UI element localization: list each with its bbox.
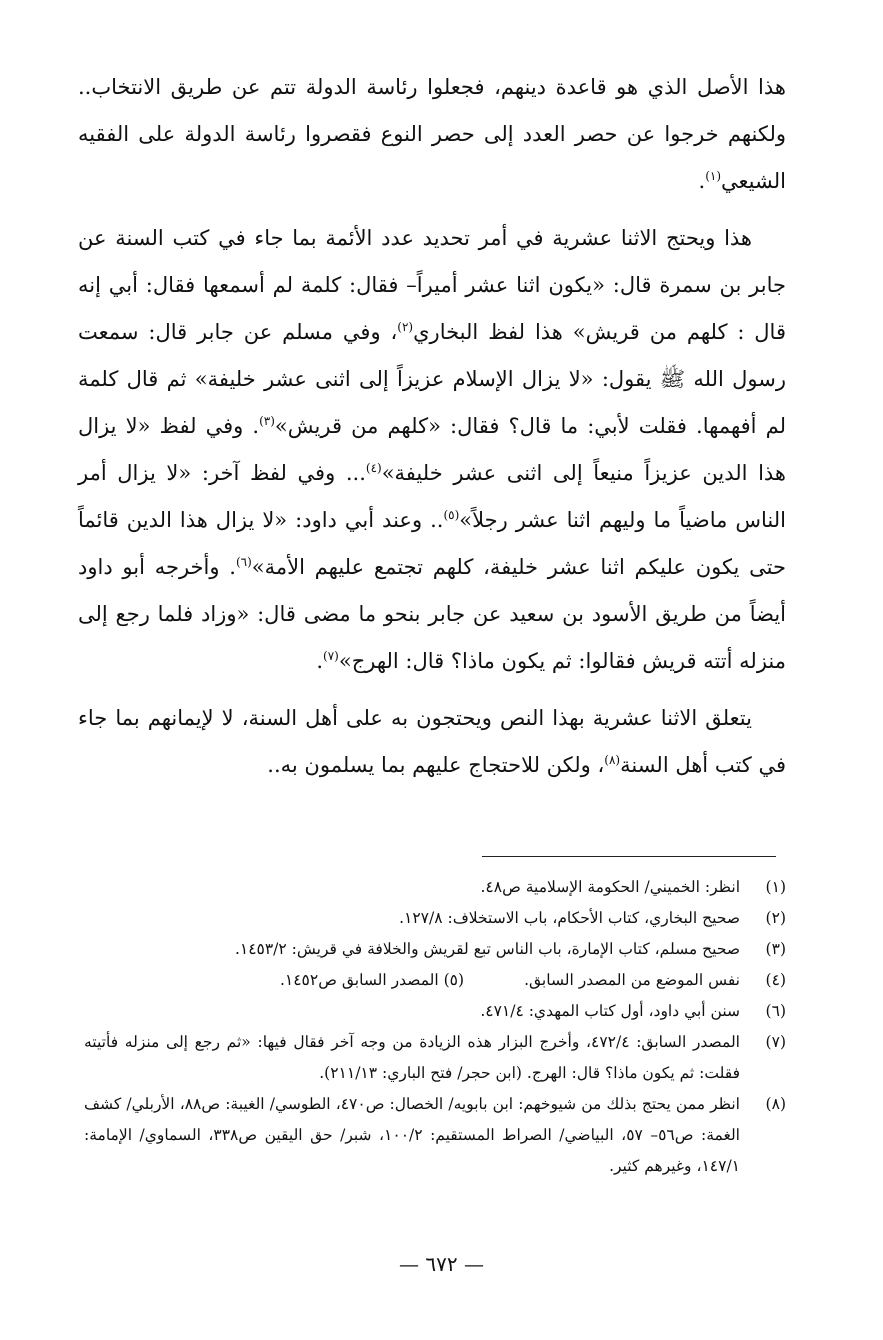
footnote [84,1027,786,1089]
text-segment: . وأخرجه أبو داود أيضاً من طريق الأسود بن سعيد عن جابر بنحو ما مضى قال: «وزاد فلما رجع إلى منزله أتته قريش فقالوا: ثم يكون ماذا؟ قال: الهرج» [78,555,786,673]
paragraph [78,64,786,205]
footnote-text-container [84,1089,740,1182]
footnote-reference: (٦) [235,555,252,569]
text-segment: .. وعند أبي داود: «لا يزال هذا الدين قائماً حتى يكون عليكم اثنا عشر خليفة، كلهم تجتمع عليهم الأمة» [78,508,786,579]
footnote-text-container [84,996,740,1027]
page-number: — ٦٧٢ — [399,1252,484,1276]
footnote-text-container [84,934,740,965]
footnote-number: (٨) [765,1095,786,1113]
text-segment: هذا الأصل الذي هو قاعدة دينهم، فجعلوا رئاسة الدولة تتم عن طريق الانتخاب.. ولكنهم خرجوا عن حصر العدد إلى حصر النوع فقصروا رئاسة الدولة على الفقيه الشيعي [78,75,786,193]
footnote [84,965,786,996]
footnote-divider [482,856,776,857]
footnote-number: (١) [765,878,786,896]
footnote-reference: (٥) [443,508,460,522]
footnote [84,1089,786,1182]
text-segment: ، ولكن للاحتجاج عليهم بما يسلمون به.. [267,753,605,777]
footnote-reference: (١) [705,169,722,183]
footnote-text: سنن أبي داود، أول كتاب المهدي: ٤٧١/٤. [480,1002,740,1020]
footnote-number: (٣) [765,940,786,958]
footnote [84,872,786,903]
footnote [84,903,786,934]
footnote-text: صحيح مسلم، كتاب الإمارة، باب الناس تبع لقريش والخلافة في قريش: ١٤٥٣/٢. [234,940,740,958]
footnote [84,996,786,1027]
main-text [78,64,786,789]
footnote-inline-extra: (٥) المصدر السابق ص١٤٥٢. [279,971,465,989]
footnote [84,934,786,965]
footnote-text: نفس الموضع من المصدر السابق. [524,971,740,989]
footnote-text-container [84,1027,740,1089]
footnote-text-container [84,903,740,934]
text-segment: هذا ويحتج الاثنا عشرية في أمر تحديد عدد الأئمة بما جاء في كتب السنة عن جابر بن سمرة قال: «يكون اثنا عشر أميراً– فقال: كلمة لم أسمعها فقال: أبي إنه قال : كلهم من قريش» هذا لفظ البخاري [78,226,786,344]
paragraph [78,695,786,789]
footnote-number: (٦) [765,1002,786,1020]
footnote-number: (٢) [765,909,786,927]
footnote-number: (٤) [765,971,786,989]
text-segment: . وفي لفظ «لا يزال هذا الدين عزيزاً منيعاً إلى اثنى عشر خليفة» [78,414,786,485]
footnote-text: المصدر السابق: ٤٧٢/٤، وأخرج البزار هذه الزيادة من وجه آخر فقال فيها: «ثم رجع إلى منزله فأتيته فقلت: ثم يكون ماذا؟ قال: الهرج. (ابن حجر/ فتح الباري: ٢١١/١٣). [84,1033,740,1082]
footnotes [84,872,786,1182]
footnote-reference: (٣) [259,414,275,428]
text-segment: ... وفي لفظ آخر: «لا يزال أمر الناس ماضياً ما وليهم اثنا عشر رجلاً» [78,461,786,532]
footnote-reference: (٨) [604,753,621,767]
footnote-text: انظر ممن يحتج بذلك من شيوخهم: ابن بابويه/ الخصال: ص٤٧٠، الطوسي/ الغيبة: ص٨٨، الأربلي/ كشف الغمة: ص٥٦– ٥٧، البياضي/ الصراط المستقيم: ١٠٠/٢، شبر/ حق اليقين ص٣٣٨، السماوي/ الإمامة: ١٤٧/١، وغيرهم كثير. [84,1095,740,1175]
footnote-text: انظر: الخميني/ الحكومة الإسلامية ص٤٨. [480,878,740,896]
text-segment: . [316,649,324,673]
footnote-number: (٧) [765,1033,786,1051]
footnote-text-container [84,965,740,996]
footnote-reference: (٢) [397,320,414,334]
paragraph [78,215,786,685]
footnote-text-container [84,872,740,903]
footnote-reference: (٤) [365,461,382,475]
footnote-reference: (٧) [323,649,339,663]
text-segment: . [698,169,706,193]
footnote-text: صحيح البخاري، كتاب الأحكام، باب الاستخلاف: ١٢٧/٨. [399,909,740,927]
text-segment: يتعلق الاثنا عشرية بهذا النص ويحتجون به على أهل السنة، لا لإيمانهم بما جاء في كتب أهل السنة [78,706,786,777]
text-segment: ، وفي مسلم عن جابر قال: سمعت رسول الله ﷺ يقول: «لا يزال الإسلام عزيزاً إلى اثنى عشر خليفة» ثم قال كلمة لم أفهمها. فقلت لأبي: ما قال؟ فقال: «كلهم من قريش» [78,320,786,438]
